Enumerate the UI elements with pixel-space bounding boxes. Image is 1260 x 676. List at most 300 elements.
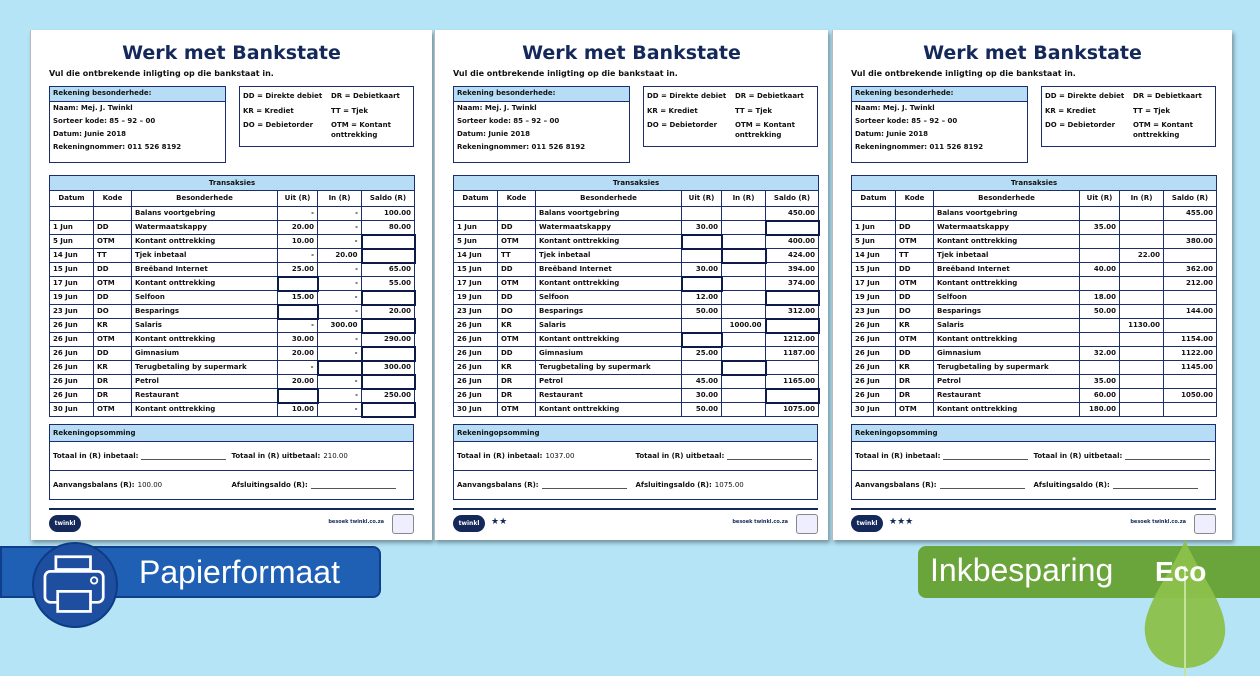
column-header: Uit (R) [278, 191, 318, 207]
cell: OTM [498, 333, 536, 347]
cell: DR [94, 389, 132, 403]
cell: 10.00 [278, 403, 318, 417]
cell: 1165.00 [766, 375, 819, 389]
cell: DR [896, 389, 934, 403]
cell [1080, 319, 1120, 333]
table-row [454, 333, 819, 347]
cell [1164, 319, 1217, 333]
cell [722, 389, 766, 403]
cell: - [318, 277, 362, 291]
cell: Gimnasium [132, 347, 278, 361]
table-row [50, 207, 415, 221]
cell [1120, 375, 1164, 389]
cell: 180.00 [1080, 403, 1120, 417]
cell: - [318, 375, 362, 389]
cell: Kontant onttrekking [934, 333, 1080, 347]
legend-item: KR = Krediet [647, 106, 698, 115]
cell [1120, 403, 1164, 417]
cell: Kontant onttrekking [132, 277, 278, 291]
cell [1120, 361, 1164, 375]
table-row [454, 277, 819, 291]
table-row [852, 333, 1217, 347]
cell: 26 Jun [50, 319, 94, 333]
cell: 14 Jun [50, 249, 94, 263]
answer-input[interactable] [362, 319, 415, 333]
cell [1080, 235, 1120, 249]
table-row [454, 221, 819, 235]
cell: 5 Jun [50, 235, 94, 249]
cell: 20.00 [318, 249, 362, 263]
cell [1120, 263, 1164, 277]
cell: 400.00 [766, 235, 819, 249]
cell [722, 207, 766, 221]
table-caption: Transaksies [50, 176, 415, 191]
cell: Tjek inbetaal [132, 249, 278, 263]
account-header: Rekening besonderhede: [50, 87, 225, 102]
cell: 30 Jun [852, 403, 896, 417]
cell: 5 Jun [454, 235, 498, 249]
cell: 26 Jun [852, 375, 896, 389]
cell: - [318, 333, 362, 347]
answer-line[interactable] [943, 452, 1028, 460]
cell: 290.00 [362, 333, 415, 347]
cell: KR [94, 361, 132, 375]
cell: 17 Jun [50, 277, 94, 291]
site-link[interactable]: besoek twinkl.co.za [328, 519, 384, 525]
transactions-table [453, 175, 820, 417]
table-row [852, 319, 1217, 333]
site-link[interactable]: besoek twinkl.co.za [732, 519, 788, 525]
cell: OTM [896, 277, 934, 291]
table-row [852, 249, 1217, 263]
account-line: Naam: Mej. J. Twinkl [457, 104, 537, 112]
legend-item: DO = Debietorder [647, 121, 718, 130]
cell: Kontant onttrekking [536, 403, 682, 417]
summary-label: Totaal in (R) uitbetaal: [1033, 452, 1123, 460]
cell: Terugbetaling by supermark [934, 361, 1080, 375]
quality-badge-icon [1194, 514, 1216, 534]
summary-header: Rekeningopsomming [454, 425, 817, 442]
cell: DD [94, 221, 132, 235]
cell: 300.00 [318, 319, 362, 333]
cell: KR [896, 361, 934, 375]
table-row [852, 361, 1217, 375]
cell [1164, 375, 1217, 389]
cell: Kontant onttrekking [536, 277, 682, 291]
ink-saving-label: Inkbesparing [930, 552, 1114, 588]
cell: 60.00 [1080, 389, 1120, 403]
summary-label: Aanvangsbalans (R): [855, 480, 937, 489]
cell: DR [896, 375, 934, 389]
account-line: Datum: Junie 2018 [855, 130, 929, 138]
column-header: Datum [454, 191, 498, 207]
column-header: In (R) [722, 191, 766, 207]
cell: - [278, 361, 318, 375]
cell: 35.00 [1080, 221, 1120, 235]
cell: TT [896, 249, 934, 263]
table-caption: Transaksies [852, 176, 1217, 191]
cell: OTM [896, 403, 934, 417]
answer-input[interactable] [278, 389, 318, 403]
cell: DD [498, 347, 536, 361]
legend-item: DD = Direkte debiet [647, 92, 727, 100]
instruction: Vul die ontbrekende inligting op die bankstaat in. [851, 69, 1076, 78]
cell: 15 Jun [50, 263, 94, 277]
cell: Tjek inbetaal [536, 249, 682, 263]
cell: 30 Jun [454, 403, 498, 417]
cell: OTM [94, 277, 132, 291]
cell [1120, 305, 1164, 319]
cell: DD [94, 263, 132, 277]
code-legend [1041, 86, 1216, 147]
answer-input[interactable] [682, 277, 722, 291]
summary-value: 100.00 [137, 480, 163, 489]
cell: 20.00 [278, 375, 318, 389]
cell: DR [498, 375, 536, 389]
cell: OTM [94, 403, 132, 417]
summary-label: Afsluitingsaldo (R): [1033, 480, 1110, 489]
legend-item: DD = Direkte debiet [1045, 92, 1125, 100]
cell: KR [896, 319, 934, 333]
cell: - [318, 235, 362, 249]
answer-input[interactable] [362, 375, 415, 389]
cell [1120, 389, 1164, 403]
cell: Balans voortgebring [132, 207, 278, 221]
answer-line[interactable] [1113, 481, 1198, 489]
cell: 22.00 [1120, 249, 1164, 263]
legend-item: KR = Krediet [1045, 106, 1096, 115]
cell: Besparings [934, 305, 1080, 319]
cell: DD [94, 347, 132, 361]
transactions-table [851, 175, 1217, 417]
cell [766, 361, 819, 375]
cell: DD [498, 263, 536, 277]
account-line: Naam: Mej. J. Twinkl [855, 104, 935, 112]
cell: Selfoon [934, 291, 1080, 305]
cell [722, 333, 766, 347]
answer-input[interactable] [682, 333, 722, 347]
cell: Breëband Internet [934, 263, 1080, 277]
answer-line[interactable] [542, 481, 627, 489]
table-row [50, 221, 415, 235]
summary-label: Totaal in (R) uitbetaal: [231, 452, 321, 460]
answer-input[interactable] [766, 291, 819, 305]
cell: 450.00 [766, 207, 819, 221]
cell: 380.00 [1164, 235, 1217, 249]
summary-label: Totaal in (R) uitbetaal: [635, 452, 725, 460]
cell [1120, 291, 1164, 305]
cell: 30.00 [682, 389, 722, 403]
cell: 25.00 [682, 347, 722, 361]
cell: 15 Jun [454, 263, 498, 277]
column-header: Kode [94, 191, 132, 207]
table-row [852, 221, 1217, 235]
cell: 26 Jun [454, 361, 498, 375]
cell: 26 Jun [852, 389, 896, 403]
cell [1080, 361, 1120, 375]
cell: 10.00 [278, 235, 318, 249]
cell: 20.00 [278, 221, 318, 235]
cell: 15 Jun [852, 263, 896, 277]
summary-value: 1075.00 [714, 480, 744, 489]
legend-item: DR = Debietkaart [735, 92, 804, 100]
legend-item: TT = Tjek [735, 106, 773, 115]
column-header: Uit (R) [682, 191, 722, 207]
cell [722, 277, 766, 291]
summary-label: Afsluitingsaldo (R): [231, 480, 308, 489]
answer-line[interactable] [141, 452, 226, 460]
cell: 5 Jun [852, 235, 896, 249]
cell: - [318, 347, 362, 361]
table-row [50, 347, 415, 361]
cell: 19 Jun [454, 291, 498, 305]
cell: DO [896, 305, 934, 319]
table-row [852, 305, 1217, 319]
cell: Restaurant [536, 389, 682, 403]
page-footer [851, 508, 1216, 527]
answer-line[interactable] [727, 452, 812, 460]
cell: DD [896, 291, 934, 305]
answer-input[interactable] [722, 249, 766, 263]
cell: OTM [896, 235, 934, 249]
cell: 26 Jun [50, 375, 94, 389]
column-header: Kode [896, 191, 934, 207]
page-title: Werk met Bankstate [522, 42, 741, 64]
answer-input[interactable] [766, 221, 819, 235]
table-row [852, 277, 1217, 291]
page-footer [453, 508, 818, 527]
table-row [852, 235, 1217, 249]
cell: Balans voortgebring [536, 207, 682, 221]
table-row [50, 277, 415, 291]
cell: 1 Jun [50, 221, 94, 235]
answer-input[interactable] [766, 319, 819, 333]
table-row [454, 347, 819, 361]
cell: Kontant onttrekking [934, 235, 1080, 249]
cell: Besparings [536, 305, 682, 319]
cell: 1075.00 [766, 403, 819, 417]
answer-input[interactable] [278, 305, 318, 319]
cell: Breëband Internet [536, 263, 682, 277]
answer-input[interactable] [318, 361, 362, 375]
answer-input[interactable] [362, 291, 415, 305]
cell: 100.00 [362, 207, 415, 221]
cell: 26 Jun [852, 333, 896, 347]
cell [1120, 333, 1164, 347]
cell [896, 207, 934, 221]
table-row [852, 375, 1217, 389]
cell: OTM [896, 333, 934, 347]
cell: 20.00 [278, 347, 318, 361]
table-caption: Transaksies [454, 176, 819, 191]
cell: Gimnasium [536, 347, 682, 361]
answer-input[interactable] [362, 347, 415, 361]
cell: Kontant onttrekking [536, 333, 682, 347]
table-row [50, 389, 415, 403]
table-row [454, 249, 819, 263]
cell: TT [94, 249, 132, 263]
table-row [50, 375, 415, 389]
cell [852, 207, 896, 221]
account-details-box [49, 86, 226, 163]
account-line: Rekeningnommer: 011 526 8192 [457, 143, 586, 151]
cell: Tjek inbetaal [934, 249, 1080, 263]
legend-item: OTM = Kontant onttrekking [1133, 121, 1193, 140]
cell: 23 Jun [454, 305, 498, 319]
legend-item: DR = Debietkaart [331, 92, 400, 100]
table-row [852, 347, 1217, 361]
cell: 212.00 [1164, 277, 1217, 291]
cell: 14 Jun [454, 249, 498, 263]
cell: - [278, 249, 318, 263]
cell: 65.00 [362, 263, 415, 277]
summary-value: 210.00 [323, 452, 348, 460]
answer-input[interactable] [722, 361, 766, 375]
account-line: Datum: Junie 2018 [457, 130, 531, 138]
instruction: Vul die ontbrekende inligting op die bankstaat in. [49, 69, 274, 78]
cell [682, 361, 722, 375]
cell: 17 Jun [852, 277, 896, 291]
page-footer [49, 508, 414, 527]
summary-label: Totaal in (R) inbetaal: [53, 452, 139, 460]
cell: 26 Jun [50, 347, 94, 361]
cell: - [318, 389, 362, 403]
answer-input[interactable] [278, 277, 318, 291]
cell: - [318, 221, 362, 235]
legend-item: OTM = Kontant onttrekking [735, 121, 795, 140]
cell: Restaurant [934, 389, 1080, 403]
cell [722, 305, 766, 319]
cell: 40.00 [1080, 263, 1120, 277]
answer-input[interactable] [682, 235, 722, 249]
answer-line[interactable] [311, 481, 396, 489]
table-row [454, 305, 819, 319]
cell: 26 Jun [852, 319, 896, 333]
summary-header: Rekeningopsomming [852, 425, 1215, 442]
answer-input[interactable] [362, 403, 415, 417]
worksheet-page [434, 30, 828, 540]
page-title: Werk met Bankstate [923, 42, 1142, 64]
cell: 30.00 [278, 333, 318, 347]
answer-line[interactable] [1125, 452, 1210, 460]
cell: 300.00 [362, 361, 415, 375]
cell: - [318, 305, 362, 319]
cell: Petrol [536, 375, 682, 389]
cell: - [318, 207, 362, 221]
cell: Kontant onttrekking [132, 333, 278, 347]
table-row [454, 235, 819, 249]
cell: DO [498, 305, 536, 319]
answer-input[interactable] [362, 249, 415, 263]
summary-label: Totaal in (R) inbetaal: [457, 452, 543, 460]
cell: 1130.00 [1120, 319, 1164, 333]
cell: OTM [94, 333, 132, 347]
printer-icon [32, 542, 118, 628]
cell: 455.00 [1164, 207, 1217, 221]
cell: Salaris [934, 319, 1080, 333]
table-row [454, 263, 819, 277]
cell: 1212.00 [766, 333, 819, 347]
account-line: Sorteer kode: 85 – 92 – 00 [457, 117, 560, 125]
cell: Kontant onttrekking [132, 403, 278, 417]
cell: DD [498, 291, 536, 305]
answer-line[interactable] [940, 481, 1025, 489]
legend-item: TT = Tjek [1133, 106, 1171, 115]
cell: Breëband Internet [132, 263, 278, 277]
cell: KR [498, 361, 536, 375]
cell: Watermaatskappy [934, 221, 1080, 235]
cell: 26 Jun [852, 347, 896, 361]
cell: 26 Jun [454, 333, 498, 347]
column-header: Besonderhede [536, 191, 682, 207]
cell: 1000.00 [722, 319, 766, 333]
table-row [454, 375, 819, 389]
summary-label: Aanvangsbalans (R): [457, 480, 539, 489]
cell: 1145.00 [1164, 361, 1217, 375]
cell: Petrol [132, 375, 278, 389]
account-header: Rekening besonderhede: [454, 87, 629, 102]
instruction: Vul die ontbrekende inligting op die bankstaat in. [453, 69, 678, 78]
cell: 26 Jun [50, 389, 94, 403]
cell: DD [896, 221, 934, 235]
account-summary [453, 424, 818, 500]
cell [454, 207, 498, 221]
cell: 30.00 [682, 263, 722, 277]
cell: 312.00 [766, 305, 819, 319]
cell [1120, 347, 1164, 361]
cell [722, 235, 766, 249]
code-legend [239, 86, 414, 147]
cell [682, 207, 722, 221]
cell [1080, 277, 1120, 291]
table-row [50, 235, 415, 249]
summary-value: 1037.00 [545, 452, 575, 460]
column-header: In (R) [1120, 191, 1164, 207]
answer-input[interactable] [362, 235, 415, 249]
cell: 30 Jun [50, 403, 94, 417]
cell [94, 207, 132, 221]
account-summary [49, 424, 414, 500]
cell: 19 Jun [50, 291, 94, 305]
cell: 1187.00 [766, 347, 819, 361]
table-row [852, 403, 1217, 417]
cell: 1 Jun [454, 221, 498, 235]
cell: Watermaatskappy [536, 221, 682, 235]
cell [1120, 235, 1164, 249]
cell: 15.00 [278, 291, 318, 305]
cell: 26 Jun [454, 319, 498, 333]
account-line: Datum: Junie 2018 [53, 130, 127, 138]
cell: Besparings [132, 305, 278, 319]
cell: 18.00 [1080, 291, 1120, 305]
cell: 394.00 [766, 263, 819, 277]
difficulty-stars: ★★ [491, 517, 508, 527]
table-row [852, 291, 1217, 305]
cell [50, 207, 94, 221]
answer-input[interactable] [766, 389, 819, 403]
cell: Selfoon [536, 291, 682, 305]
cell: 50.00 [1080, 305, 1120, 319]
cell: 17 Jun [454, 277, 498, 291]
table-row [454, 361, 819, 375]
column-header: Uit (R) [1080, 191, 1120, 207]
cell [1164, 221, 1217, 235]
column-header: Kode [498, 191, 536, 207]
cell: Restaurant [132, 389, 278, 403]
site-link[interactable]: besoek twinkl.co.za [1130, 519, 1186, 525]
cell: 23 Jun [852, 305, 896, 319]
quality-badge-icon [392, 514, 414, 534]
